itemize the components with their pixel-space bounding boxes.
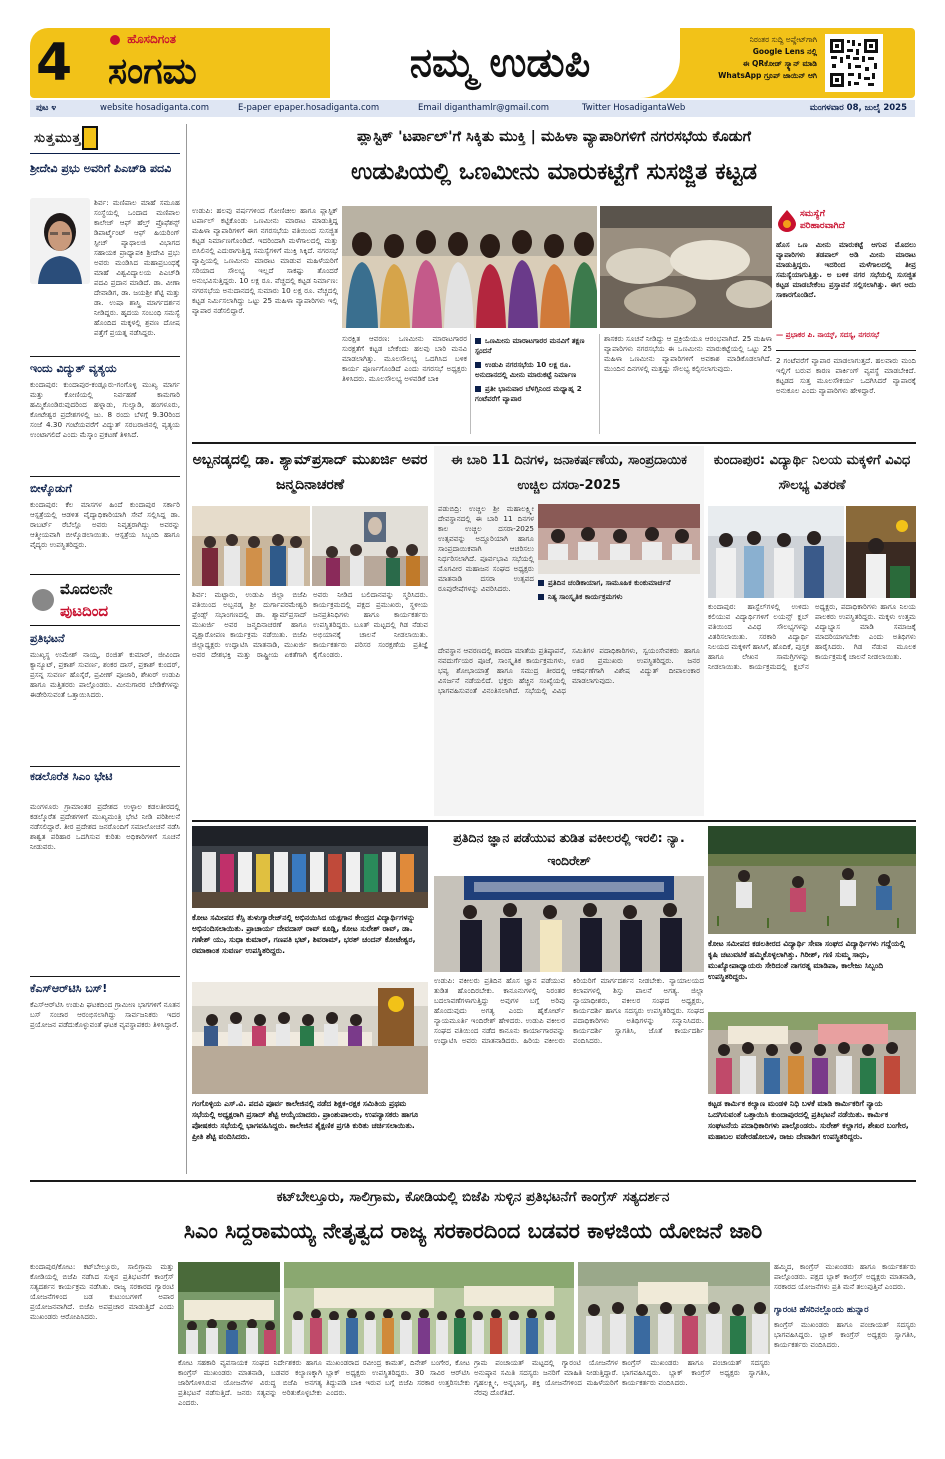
bottom-body-col-4: ಕಾಂಗ್ರೆಸ್ ಮುಖಂಡರು ಹಾಗೂ ಪಂಚಾಯತ್ ಸದಸ್ಯರು ಭಾಗವಹಿಸಿದ್ದರು. ಬ್ಲಾಕ್ ಕಾಂಗ್ರೆಸ್ ಅಧ್ಯಕ್ಷರು ಸ್ವಾಗತಿಸಿ, ಕಾರ್ಯಕರ್ತರು ವಂದಿಸಿದರು. (622, 1358, 770, 1387)
story-d-body: ಉಡುಪಿ: ವಕೀಲರು ಪ್ರತಿದಿನ ಹೊಸ ಜ್ಞಾನ ಪಡೆಯುವ ತುಡಿತ ಹೊಂದಿರಬೇಕು. ಕಾನೂನುಗಳಲ್ಲಿ ನಿರಂತರ ಬದಲಾವಣೆಗಳಾಗುತ್ತಿದ್ದು ಅವುಗಳ ಬಗ್ಗೆ ಅರಿವು ಹೊಂದುವುದು ಅಗತ್ಯ ಎಂದು ಹೈಕೋರ್ಟ್ ನ್ಯಾಯಮೂರ್ತಿ ಇಂದಿರೇಶ್ ಹೇಳಿದರು. ಉಡುಪಿ ವಕೀಲರ ಸಂಘದ ವತಿಯಿಂದ ನಡೆದ ಕಾನೂನು ಕಾರ್ಯಾಗಾರವನ್ನು ಉದ್ಘಾಟಿಸಿ ಅವರು ಮಾತನಾಡಿದರು. ಹಿರಿಯ ವಕೀಲರು ಕಿರಿಯರಿಗೆ ಮಾರ್ಗದರ್ಶನ ನೀಡಬೇಕು. ನ್ಯಾಯಾಲಯದ ಕಲಾಪಗಳಲ್ಲಿ ಶಿಸ್ತು ಪಾಲನೆ ಅಗತ್ಯ. ಜಿಲ್ಲಾ ನ್ಯಾಯಾಧೀಶರು, ವಕೀಲರ ಸಂಘದ ಅಧ್ಯಕ್ಷರು, ಕಾರ್ಯದರ್ಶಿ ಹಾಗೂ ಸದಸ್ಯರು ಉಪಸ್ಥಿತರಿದ್ದರು. ಸಂಘದ ಪದಾಧಿಕಾರಿಗಳು ಅತಿಥಿಗಳನ್ನು ಸನ್ಮಾನಿಸಿದರು. ಕಾರ್ಯದರ್ಶಿ ಸ್ವಾಗತಿಸಿ, ಜೊತೆ ಕಾರ್ಯದರ್ಶಿ ವಂದಿಸಿದರು. (434, 976, 704, 1045)
info-twitter[interactable]: Twitter HosadigantaWeb (582, 103, 686, 113)
story-b-body: ಪಡುಬಿದ್ರಿ: ಉಚ್ಚಿಲ ಶ್ರೀ ಮಹಾಲಕ್ಷ್ಮೀ ದೇವಸ್ಥಾನದಲ್ಲಿ ಈ ಬಾರಿ 11 ದಿನಗಳ ಕಾಲ ಉಚ್ಚಿಲ ದಸರಾ-2025 ಉತ್ಸವವನ್ನು ಅದ್ದೂರಿಯಾಗಿ ಹಾಗೂ ಸಾಂಪ್ರದಾಯಿಕವಾಗಿ ಆಚರಿಸಲು ನಿರ್ಧರಿಸಲಾಗಿದೆ. ಪೂರ್ವಭಾವಿ ಸಭೆಯಲ್ಲಿ ಮೊಗವೀರ ಮಹಾಜನ ಸಂಘದ ಅಧ್ಯಕ್ಷರು ಮಾತನಾಡಿ ದಸರಾ ಉತ್ಸವದ ರೂಪುರೇಷೆಗಳನ್ನು ವಿವರಿಸಿದರು. (438, 504, 534, 593)
door-icon (82, 126, 98, 150)
column-divider (186, 124, 187, 1174)
bottom-body-left: ಕುಂದಾಪುರ/ಕೋಟ: ಕಟ್‌ಬೇಲ್ತೂರು, ಸಾಲಿಗ್ರಾಮ ಮತ್ತು ಕೋಡಿಯಲ್ಲಿ ಬಿಜೆಪಿ ನಡೆಸಿದ ಸುಳ್ಳಿನ ಪ್ರತಿಭಟನೆಗೆ ಕಾಂಗ್ರೆಸ್ ಸತ್ಯದರ್ಶನ ಕಾರ್ಯಕ್ರಮ ನಡೆಸಿತು. ರಾಜ್ಯ ಸರಕಾರದ ಗ್ಯಾರಂಟಿ ಯೋಜನೆಗಳಿಂದ ಬಡ ಕುಟುಂಬಗಳಿಗೆ ಅಪಾರ ಪ್ರಯೋಜನವಾಗಿದೆ. ಬಿಜೆಪಿ ಅಪಪ್ರಚಾರ ಮಾಡುತ್ತಿದೆ ಎಂದು ಮುಖಂಡರು ಆರೋಪಿಸಿದರು. (30, 1262, 174, 1321)
bottom-headline: ಸಿಎಂ ಸಿದ್ದರಾಮಯ್ಯ ನೇತೃತ್ವದ ರಾಜ್ಯ ಸರಕಾರದಿಂದ ಬಡವರ ಕಾಳಜಿಯ ಯೋಜನೆ ಜಾರಿ (183, 1219, 763, 1243)
divider (776, 350, 916, 351)
caption2-photo (192, 982, 428, 1094)
info-website[interactable]: website hosadiganta.com (100, 103, 210, 113)
brand-logo (110, 30, 176, 48)
caption2-text: ಗಂಗೊಳ್ಳಿಯ ಎಸ್.ವಿ. ಪದವಿ ಪೂರ್ವ ಕಾಲೇಜಿನಲ್ಲಿ ನಡೆದ ಶಿಕ್ಷಕ-ರಕ್ಷಕ ಸಮಿತಿಯ ಪ್ರಥಮ ಸಭೆಯಲ್ಲಿ ಅಧ್ಯಕ್ಷರಾಗಿ ಪ್ರಸಾದ್ ಶೆಟ್ಟಿ ಆಯ್ಕೆಯಾದರು. ಪ್ರಾಂಶುಪಾಲರು, ಉಪನ್ಯಾಸಕರು ಹಾಗೂ ಪೋಷಕರು ಸಭೆಯಲ್ಲಿ ಭಾಗವಹಿಸಿದ್ದರು. ಕಾಲೇಜಿನ ಶೈಕ್ಷಣಿಕ ಪ್ರಗತಿ ಕುರಿತು ಚರ್ಚಿಸಲಾಯಿತು. ಪ್ರೀತಿ ಶೆಟ್ಟಿ ವಂದಿಸಿದರು. (192, 1099, 419, 1141)
section-header-suttamutta (30, 126, 180, 154)
lead-photo-market (600, 206, 772, 328)
bottom-body-right: ಹಮ್ಮಿದ, ಕಾಂಗ್ರೆಸ್ ಮುಖಂಡರು ಹಾಗೂ ಕಾರ್ಯಕರ್ತರು ಪಾಲ್ಗೊಂಡರು. ಪಕ್ಷದ ಬ್ಲಾಕ್ ಕಾಂಗ್ರೆಸ್ ಅಧ್ಯಕ್ಷರು ಮಾತನಾಡಿ, ಸರಕಾರದ ಯೋಜನೆಗಳು ಪ್ರತಿ ಮನೆ ತಲುಪುತ್ತಿವೆ ಎಂದರು. (774, 1262, 916, 1291)
sidebar-title-2: ಪರಿಹಾರವಾಗಿದೆ (800, 221, 845, 231)
section-header-modalane (30, 574, 180, 626)
news1-title: ಶ್ರೀದೇವಿ ಪ್ರಭು ಅವರಿಗೆ ಪಿಎಚ್‌ಡಿ ಪದವಿ (30, 162, 172, 175)
city-title: ನಮ್ಮ ಉಡುಪಿ (409, 40, 591, 86)
left-column (30, 124, 180, 1174)
story-a-headline: ಅಬ್ಬನಡ್ಕದಲ್ಲಿ ಡಾ. ಶ್ಯಾಮ್‌ಪ್ರಸಾದ್ ಮುಖರ್ಜಿ ಅವರ ಜನ್ಮದಿನಾಚರಣೆ (192, 452, 428, 493)
story-c-photo-1 (708, 506, 844, 598)
brand-dot-icon (110, 35, 120, 45)
sidebar-title-1: ಸಮಸ್ಯೆಗೆ (800, 209, 825, 219)
divider (30, 766, 180, 767)
qr-caption-line-2: Google Lens ನಲ್ಲಿ (752, 47, 817, 56)
story-b-bullet: ನಿತ್ಯ ಸಾಂಸ್ಕೃತಿಕ ಕಾರ್ಯಕ್ರಮಗಳು (538, 592, 700, 602)
divider (30, 1180, 916, 1182)
story-c-body: ಕುಂದಾಪುರ: ಹಾಸ್ಟೆಲ್‌ಗಳಲ್ಲಿ ಉಳಿದು ಕಲಿಯುವ ವಿದ್ಯಾರ್ಥಿಗಳಿಗೆ ಲಯನ್ಸ್ ಕ್ಲಬ್ ವತಿಯಿಂದ ವಿವಿಧ ಸೌಲಭ್ಯಗಳನ್ನು ವಿತರಿಸಲಾಯಿತು. ಸರಕಾರಿ ವಿದ್ಯಾರ್ಥಿ ನಿಲಯದ ಮಕ್ಕಳಿಗೆ ಹಾಸಿಗೆ, ಹೊದಿಕೆ, ಪುಸ್ತಕ ಹಾಗೂ ಲೇಖನ ಸಾಮಗ್ರಿಗಳನ್ನು ನೀಡಲಾಯಿತು. ಕಾರ್ಯಕ್ರಮದಲ್ಲಿ ಕ್ಲಬ್‌ನ ಅಧ್ಯಕ್ಷರು, ಪದಾಧಿಕಾರಿಗಳು ಹಾಗೂ ನಿಲಯ ಪಾಲಕರು ಉಪಸ್ಥಿತರಿದ್ದರು. ಮಕ್ಕಳು ಉತ್ತಮ ವಿದ್ಯಾಭ್ಯಾಸ ಮಾಡಿ ಸಮಾಜಕ್ಕೆ ಮಾದರಿಯಾಗಬೇಕು ಎಂದು ಅತಿಥಿಗಳು ಹಾರೈಸಿದರು. ಗಿಡ ನೆಡುವ ಮೂಲಕ ಕಾರ್ಯಕ್ರಮಕ್ಕೆ ಚಾಲನೆ ನೀಡಲಾಯಿತು. (708, 602, 916, 671)
qr-caption (692, 34, 817, 82)
divider (30, 976, 180, 977)
problem-icon (778, 210, 796, 232)
bottom-body-right-2: ಕಾಂಗ್ರೆಸ್ ಮುಖಂಡರು ಹಾಗೂ ಪಂಚಾಯತ್ ಸದಸ್ಯರು ಭಾಗವಹಿಸಿದ್ದರು. ಬ್ಲಾಕ್ ಕಾಂಗ್ರೆಸ್ ಅಧ್ಯಕ್ಷರು ಸ್ವಾಗತಿಸಿ, ಕಾರ್ಯಕರ್ತರು ವಂದಿಸಿದರು. (774, 1320, 916, 1349)
caption4-photo (708, 1012, 916, 1094)
caption3-photo (708, 826, 916, 934)
qr-caption-line-4: WhatsApp ಗ್ರೂಪ್ ಜಾಯಿನ್ ಆಗಿ (718, 71, 817, 80)
news1-photo (30, 198, 90, 284)
info-epaper[interactable]: E-paper epaper.hosadiganta.com (238, 103, 380, 113)
story-b-photo (538, 504, 700, 574)
section-header-bottom: ಪುಟದಿಂದ (60, 602, 109, 620)
bottom-kicker: ಕಟ್‌ಬೇಲ್ತೂರು, ಸಾಲಿಗ್ರಾಮ, ಕೋಡಿಯಲ್ಲಿ ಬಿಜೆಪಿ ಸುಳ್ಳಿನ ಪ್ರತಿಭಟನೆಗೆ ಕಾಂಗ್ರೆಸ್ ಸತ್ಯದರ್ಶನ (276, 1189, 670, 1205)
qr-caption-line-3: ಈ QRಕೋಡ್ ಸ್ಕ್ಯಾನ್ ಮಾಡಿ (742, 59, 817, 68)
sidebar-quote: ಹೊಸ ಒಣ ಮೀನು ಮಾರುಕಟ್ಟೆ ಆಗುವ ಮೊದಲು ವ್ಯಾಪಾರಿಗಳು ತಡಪಾಲ್ ಅಡಿ ಮೀನು ಮಾರಾಟ ಮಾಡುತ್ತಿದ್ದರು. ಇದರಿಂದ ಮಳೆಗಾಲದಲ್ಲಿ ತೀವ್ರ ಸಮಸ್ಯೆಯಾಗುತ್ತಿತ್ತು. ಅ ಬಳಿಕ ನಗರ ಸಭೆಯಲ್ಲಿ ಸುಸಜ್ಜಿತ ಕಟ್ಟಡ ಮಾಡಬೇಕೆಂಬ ಪ್ರಸ್ತಾವನೆ ಸಲ್ಲಿಸಲಾಗಿತ್ತು. ಈಗ ಅದು ಸಾಕಾರಗೊಂಡಿದೆ. (776, 240, 916, 299)
lead-headline: ಉಡುಪಿಯಲ್ಲಿ ಒಣಮೀನು ಮಾರುಕಟ್ಟೆಗೆ ಸುಸಜ್ಜಿತ ಕಟ್ಟಡ (351, 159, 757, 185)
story-d-headline: ಪ್ರತಿದಿನ ಜ್ಞಾನ ಪಡೆಯುವ ತುಡಿತ ವಕೀಲರಲ್ಲಿ ಇರಲಿ: ನ್ಯಾ. ಇಂದಿರೇಶ್ (453, 830, 685, 868)
lead-body-3: ಶಾಸಕರು ಸೂಚನೆ ನೀಡಿದ್ದು ಆ ಪ್ರಕ್ರಿಯೆಯೂ ಆರಂಭವಾಗಿದೆ. 25 ಮಹಿಳಾ ವ್ಯಾಪಾರಿಗಳು ನಗರಸಭೆಯ ಈ ಒಣಮೀನು ಮಾರುಕಟ್ಟೆಯಲ್ಲಿ ಒಟ್ಟು 25 ಮಹಿಳಾ ಒಣಮೀನು ವ್ಯಾಪಾರಿಗಳಿಗೆ ಅವಕಾಶ ಮಾಡಿಕೊಡಲಾಗಿದೆ. ಮುಂದಿನ ದಿನಗಳಲ್ಲಿ ಮತ್ತಷ್ಟು ಸೌಲಭ್ಯ ಕಲ್ಪಿಸಲಾಗುವುದು. (604, 334, 772, 373)
news1-body: ಶಿರ್ವ: ಮಣಿಪಾಲ ಮಾಹೆ ಸಮೂಹ ಸಂಸ್ಥೆಯಲ್ಲಿ ಒಂದಾದ ಮಣಿಪಾಲ ಕಾಲೇಜ್ ಆಫ್ ಹೆಲ್ತ್ ಪ್ರೊಫೆಶನ್ಸ್ ಡಿಪಾರ್ಟ್ಮೆಂಟ್ ಆಫ್ ಹಿಯರಿಂಗ್ ಸ್ಪೀಚ್ ಪ್ಯಾಥಾಲಜಿ ವಿಭಾಗದ ಸಹಾಯಕ ಪ್ರಾಧ್ಯಾಪಕಿ ಶ್ರೀದೇವಿ ಪ್ರಭು ಅವರು ಮಂಡಿಸಿದ ಮಹಾಪ್ರಬಂಧಕ್ಕೆ ಮಾಹೆ ವಿಶ್ವವಿದ್ಯಾಲಯ ಪಿಎಚ್‌ಡಿ ಪದವಿ ಪ್ರದಾನ ಮಾಡಿದೆ. ಡಾ. ವೀಣಾ ದೇವಾಡಿಗ, ಡಾ. ಜಯಶ್ರೀ ಶೆಟ್ಟಿ ಮತ್ತು ಡಾ. ಉಷಾ ಶಾಸ್ತ್ರಿ ಮಾರ್ಗದರ್ಶನ ನೀಡಿದ್ದರು. ಹೃದಯ ಸಂಬಂಧಿ ಸಮಸ್ಯೆ ಹೊಂದಿದ ಮಕ್ಕಳಲ್ಲಿ ಶ್ರವಣ ದೋಷ ಪತ್ತೆಗೆ ಪ್ರಯತ್ನ ನಡೆಸಿದ್ದರು. (94, 198, 180, 337)
divider (192, 442, 916, 444)
section-header-text: ಸುತ್ತಮುತ್ತ (34, 131, 82, 146)
caption4-text: ಕಟ್ಟಡ ಕಾರ್ಮಿಕ ಕಲ್ಯಾಣ ಮಂಡಳಿ ನಿಧಿ ಬಳಕೆ ಮಾಡಿ ಕಾರ್ಮಿಕರಿಗೆ ನ್ಯಾಯ ಒದಗಿಸುವಂತೆ ಒತ್ತಾಯಿಸಿ ಕುಂದಾಪುರದಲ್ಲಿ ಪ್ರತಿಭಟನೆ ನಡೆಯಿತು. ಕಾರ್ಮಿಕ ಸಂಘಟನೆಯ ಪದಾಧಿಕಾರಿಗಳು ಪಾಲ್ಗೊಂಡರು. ಸುರೇಶ್ ಕಲ್ಲಾಗರ, ಶೇಖರ ಬಂಗೇರ, ಮಹಾಬಲ ವಡೇರಹೋಬಳಿ, ರಾಜು ದೇವಾಡಿಗ ಉಪಸ್ಥಿತರಿದ್ದರು. (708, 1099, 909, 1141)
news4-title: ಪ್ರತಿಭಟನೆ (30, 632, 65, 645)
info-page-label: ಪುಟ ೪ (36, 103, 57, 113)
bottom-body-col-2: ಮುಖಂಡರಾದ ರವೀಂದ್ರ ಕಾಮತ್, ದಿನೇಶ್ ಬಂಗೇರ, ಕೋಟ ಬ್ಲಾಕ್ ಅಧ್ಯಕ್ಷರು ಉಪಸ್ಥಿತರಿದ್ದರು. 30 ಸಾವಿರ ಆರ್‌ಟಿಸಿ ತಿದ್ದುಪಡಿ ಬಾಕಿ ಇರುವ ಬಗ್ಗೆ ಬಿಜೆಪಿ ಸರಕಾರ ಉತ್ತರಿಸಬೇಕು ಎಂದರು. (326, 1358, 470, 1397)
lead-photo-women (342, 206, 597, 328)
pencil-icon (32, 589, 54, 611)
news5-title: ಕಡಲೊರೆತ ಸಿಎಂ ಭೇಟಿ (30, 770, 113, 783)
lead-bullet: ಉಡುಪಿ ನಗರಸಭೆಯ 10 ಲಕ್ಷ ರೂ. ಅನುದಾನದಲ್ಲಿ ಮೀನು ಮಾರುಕಟ್ಟೆ ನಿರ್ಮಾಣ (475, 360, 577, 379)
story-b-bullet: ಪ್ರತಿದಿನ ಚಂಡಿಕಾಯಾಗ, ಸಾಮೂಹಿಕ ಕುಂಕುಮಾರ್ಚನೆ (538, 578, 700, 588)
story-c-headline: ಕುಂದಾಪುರ: ವಿದ್ಯಾರ್ಥಿ ನಿಲಯ ಮಕ್ಕಳಿಗೆ ವಿವಿಧ ಸೌಲಭ್ಯ ವಿತರಣೆ (713, 453, 911, 493)
story-c-photo-2 (846, 506, 916, 598)
story-a-photo-2 (312, 506, 428, 586)
lead-bullet: ಒಣಮೀನು ಮಾರಾಟಗಾರರ ಮನವಿಗೆ ತಕ್ಷಣ ಸ್ಪಂದನೆ (475, 336, 585, 355)
divider (30, 356, 180, 357)
page-number: 4 (36, 33, 73, 93)
news6-body: ಕೆಎಸ್ಆರ್‌ಟಿಸಿ ಉಡುಪಿ ಘಟಕದಿಂದ ಗ್ರಾಮೀಣ ಭಾಗಗಳಿಗೆ ನೂತನ ಬಸ್ ಸಂಚಾರ ಆರಂಭಿಸಲಾಗಿದ್ದು ಸಾರ್ವಜನಿಕರು ಇದರ ಪ್ರಯೋಜನ ಪಡೆದುಕೊಳ್ಳುವಂತೆ ಘಟಕ ವ್ಯವಸ್ಥಾಪಕರು ತಿಳಿಸಿದ್ದಾರೆ. (30, 1000, 180, 1029)
divider (192, 820, 916, 822)
info-email[interactable]: Email diganthamlr@gmail.com (418, 103, 550, 113)
bottom-photo-3 (578, 1262, 770, 1354)
lead-bullets (470, 334, 600, 434)
lead-kicker: ಪ್ಲಾಸ್ಟಿಕ್ 'ಟರ್ಪಾಲ್'ಗೆ ಸಿಕ್ಕಿತು ಮುಕ್ತಿ | ಮಹಿಳಾ ವ್ಯಾಪಾರಿಗಳಿಗೆ ನಗರಸಭೆಯ ಕೊಡುಗೆ (356, 129, 752, 145)
bottom-body-col-1: ಕೋಟ ಸಹಕಾರಿ ವ್ಯವಸಾಯಕ ಸಂಘದ ನಿರ್ದೇಶಕರು ಹಾಗೂ ಕಾಂಗ್ರೆಸ್ ಮುಖಂಡರು ಮಾತನಾಡಿ, ಬಡವರ ಕಲ್ಯಾಣಕ್ಕಾಗಿ ಜಾರಿಗೊಳಿಸಿರುವ ಯೋಜನೆಗಳ ವಿರುದ್ಧ ಬಿಜೆಪಿ ಅನಗತ್ಯ ಪ್ರತಿಭಟನೆ ನಡೆಸುತ್ತಿದೆ. ಜನರು ಸತ್ಯವನ್ನು ಅರಿತುಕೊಳ್ಳಬೇಕು ಎಂದರು. (178, 1358, 322, 1407)
lead-body: ಉಡುಪಿ: ಹಲವು ವರ್ಷಗಳಿಂದ ಗೋಣಿಚೀಲ ಹಾಗೂ ಪ್ಲಾಸ್ಟಿಕ್ ಟರ್ಪಾಲ್ ಕಟ್ಟಿಕೊಂಡು ಒಣಮೀನು ಮಾರಾಟ ಮಾಡುತ್ತಿದ್ದ ಮಹಿಳಾ ವ್ಯಾಪಾರಿಗಳಿಗೆ ಈಗ ನಗರಸಭೆಯ ವತಿಯಿಂದ ಸುಸಜ್ಜಿತ ಕಟ್ಟಡ ನಿರ್ಮಾಣಗೊಂಡಿದೆ. ಇದರಿಂದಾಗಿ ಮಳೆಗಾಲದಲ್ಲಿ ಮತ್ತು ಬಿಸಿಲಿನಲ್ಲಿ ಎದುರಾಗುತ್ತಿದ್ದ ಸಮಸ್ಯೆಗಳಿಗೆ ಮುಕ್ತಿ ಸಿಕ್ಕಿದೆ. ನಗರಸಭೆ ವ್ಯಾಪ್ತಿಯಲ್ಲಿ ಒಣಮೀನು ಮಾರಾಟ ಮಾಡುವ ಮಹಿಳೆಯರಿಗೆ ಸರಿಯಾದ ಸೌಲಭ್ಯ ಇಲ್ಲದೆ ಸಾಕಷ್ಟು ತೊಂದರೆ ಅನುಭವಿಸುತ್ತಿದ್ದರು. 10 ಲಕ್ಷ ರೂ. ವೆಚ್ಚದಲ್ಲಿ ಕಟ್ಟಡ ನಿರ್ಮಾಣ: ನಗರಸಭೆಯ ಅನುದಾನದಲ್ಲಿ ಸುಮಾರು 10 ಲಕ್ಷ ರೂ. ವೆಚ್ಚದಲ್ಲಿ ಕಟ್ಟಡ ನಿರ್ಮಿಸಲಾಗಿದ್ದು ಒಟ್ಟು 25 ಮಹಿಳಾ ವ್ಯಾಪಾರಿಗಳು ಇಲ್ಲಿ ವ್ಯಾಪಾರ ನಡೆಸಲಿದ್ದಾರೆ. (192, 206, 338, 315)
bottom-photo-2 (284, 1262, 574, 1354)
section-title: ಸಂಗಮ (108, 51, 197, 92)
brand-name: ಹೊಸದಿಗಂತ (127, 32, 176, 46)
qr-code[interactable] (825, 34, 883, 92)
bottom-subhead-right: ಗ್ಯಾರಂಟಿ ಹೆಸರಿನಲ್ಲೊಂದು ಹುನ್ನಾರ (774, 1305, 869, 1315)
news2-body: ಕುಂದಾಪುರ: ಕುಂದಾಪುರ-ಕಂಡ್ಲೂರು-ಗಂಗೊಳ್ಳಿ ಮುಖ್ಯ ಮಾರ್ಗ ಮತ್ತು ಕೋಣಿಯಲ್ಲಿ ನಿರ್ವಹಣೆ ಕಾಮಗಾರಿ ಹಮ್ಮಿಕೊಂಡಿರುವುದರಿಂದ ಹಳ್ನಾಡು, ಗುಲ್ವಾಡಿ, ಹಂಗಳೂರು, ಕೋಟೇಶ್ವರ ಪ್ರದೇಶಗಳಲ್ಲಿ ಜು. 8 ರಂದು ಬೆಳಗ್ಗೆ 9.30ರಿಂದ ಸಂಜೆ 4.30 ಗಂಟೆಯವರೆಗೆ ವಿದ್ಯುತ್ ಸರಬರಾಜಿನಲ್ಲಿ ವ್ಯತ್ಯಯ ಉಂಟಾಗಲಿದೆ ಎಂದು ಮೆಸ್ಕಾಂ ಪ್ರಕಟಣೆ ತಿಳಿಸಿದೆ. (30, 380, 180, 439)
lead-bullet: ಪ್ರತೀ ಭಾನುವಾರ ಬೆಳಗ್ಗಿನಿಂದ ಮಧ್ಯಾಹ್ನ 2 ಗಂಟೆವರೆಗೆ ವ್ಯಾಪಾರ (475, 384, 582, 403)
news6-title: ಕೆಎಸ್ಆರ್‌ಟಿಸಿ ಬಸ್! (30, 982, 108, 995)
bottom-body-col-3: ಗ್ರಾಮ ಪಂಚಾಯತ್ ಮಟ್ಟದಲ್ಲಿ ಗ್ಯಾರಂಟಿ ಯೋಜನೆಗಳ ಅನುಷ್ಠಾನ ಸಮಿತಿ ಸದಸ್ಯರು ಜನರಿಗೆ ಮಾಹಿತಿ ನೀಡುತ್ತಿದ್ದಾರೆ. ಗೃಹಲಕ್ಷ್ಮೀ, ಅನ್ನಭಾಗ್ಯ, ಶಕ್ತಿ ಯೋಜನೆಗಳಿಂದ ಮಹಿಳೆಯರಿಗೆ ನೆರವು ದೊರೆತಿದೆ. (474, 1358, 618, 1397)
sidebar-extra: 2 ಗಂಟೆವರೆಗೆ ವ್ಯಾಪಾರ ಮಾಡಲಾಗುತ್ತದೆ. ಹಲವಾರು ಮಂದಿ ಇಲ್ಲಿಗೆ ಬರುವ ಕಾರಣ ಪಾರ್ಕಿಂಗ್ ವ್ಯವಸ್ಥೆ ಮಾಡಬೇಕಿದೆ. ಕಟ್ಟಡದ ಸುತ್ತ ಮೂಲಸೌಕರ್ಯ ಒದಗಿಸಿದರೆ ವ್ಯಾಪಾರಕ್ಕೆ ಅನುಕೂಲ ಎಂದು ವ್ಯಾಪಾರಿಗಳು ಹೇಳಿದ್ದಾರೆ. (776, 356, 916, 395)
news5-body: ಮಂಗಳೂರು ಗ್ರಾಮಾಂತರ ಪ್ರದೇಶದ ಉಳ್ಳಾಲ ಕಡಲತೀರದಲ್ಲಿ ಕಡಲ್ಕೊರೆತ ಪ್ರದೇಶಗಳಿಗೆ ಮುಖ್ಯಮಂತ್ರಿ ಭೇಟಿ ನೀಡಿ ಪರಿಶೀಲನೆ ನಡೆಸಲಿದ್ದಾರೆ. ತೀರ ಪ್ರದೇಶದ ಜನರೊಂದಿಗೆ ಸಮಾಲೋಚನೆ ನಡೆಸಿ ಶಾಶ್ವತ ಪರಿಹಾರ ಒದಗಿಸುವ ಕುರಿತು ಅಧಿಕಾರಿಗಳಿಗೆ ಸೂಚನೆ ನೀಡುವರು. (30, 802, 180, 851)
caption1-text: ಕೋಟ ಸಮೀಪದ ಕೆಸ್ಸಿ ತುಳುಗ್ಯಾರೇಜ್‌ನಲ್ಲಿ ಅಭಿನಯಿಸಿದ ಯಕ್ಷಗಾನ ಕೇಂದ್ರದ ವಿದ್ಯಾರ್ಥಿಗಳನ್ನು ಅಭಿನಂದಿಸಲಾಯಿತು. ಪ್ರಾಚಾರ್ಯ ದೇವದಾಸ್ ರಾವ್ ಕೂಡ್ಲಿ, ಕೋಟ ಸುರೇಶ್ ರಾವ್, ಡಾ. ಗಣೇಶ್ ಯು, ಸುಧಾ ಕುಮಾರ್, ಗಣಪತಿ ಭಟ್, ಶಿವರಾಮ್, ಭರತ್ ಚಂದನ್ ಕೋಟೇಶ್ವರ, ರಮಾಕಾಂತ ಸುವರ್ಣ ಉಪಸ್ಥಿತರಿದ್ದರು. (192, 913, 416, 955)
story-b-bullets (538, 578, 700, 638)
sidebar-author: — ಪ್ರಭಾಕರ ಪಿ. ನಾಯ್ಕ್, ಸದಸ್ಯ, ನಗರಸಭೆ (776, 330, 880, 339)
story-b-body-2: ದೇವಸ್ಥಾನ ಆವರಣದಲ್ಲಿ ಶಾರದಾ ಮಾತೆಯ ಪ್ರತಿಷ್ಠಾಪನೆ, ನವದುರ್ಗೆಯರ ಪೂಜೆ, ಸಾಂಸ್ಕೃತಿಕ ಕಾರ್ಯಕ್ರಮಗಳು, ಭವ್ಯ ಶೋಭಾಯಾತ್ರೆ ಹಾಗೂ ಸಮುದ್ರ ತೀರದಲ್ಲಿ ವಿಸರ್ಜನೆ ನಡೆಯಲಿದೆ. ಭಕ್ತರು ಹೆಚ್ಚಿನ ಸಂಖ್ಯೆಯಲ್ಲಿ ಭಾಗವಹಿಸುವಂತೆ ವಿನಂತಿಸಲಾಗಿದೆ. ಸಭೆಯಲ್ಲಿ ವಿವಿಧ ಸಮಿತಿಗಳ ಪದಾಧಿಕಾರಿಗಳು, ಸ್ವಯಂಸೇವಕರು ಹಾಗೂ ಊರ ಪ್ರಮುಖರು ಉಪಸ್ಥಿತರಿದ್ದರು. ಜನರ ಆಕರ್ಷಣೆಗಾಗಿ ವಿಶೇಷ ವಿದ್ಯುತ್ ದೀಪಾಲಂಕಾರ ಮಾಡಲಾಗುವುದು. (438, 646, 700, 695)
news4-body: ಮುಖ್ಯಸ್ಥ ಉಮೇಶ್ ನಾಯ್ಕ, ರಂಜಿತ್ ಕುಮಾರ್, ಜೀವಿಂದಾ ಕ್ಯಾನ್ಯೂಟ್, ಪ್ರಕಾಶ್ ಸುವರ್ಣ, ಶಂಕರ ದಾಸ್, ಪ್ರಕಾಶ್ ಕುಂದರ್, ಪ್ರಸನ್ನ ಸುವರ್ಣ ಹೊಸ್ಕೆರೆ, ಪ್ರವೀಣ್ ಪೂಜಾರಿ, ಶೇಖರ್ ಉಡುಪಿ ಹಾಗೂ ಮತ್ತಿತರರು ಪಾಲ್ಗೊಂಡರು. ಮೀನುಗಾರರ ಬೇಡಿಕೆಗಳನ್ನು ಈಡೇರಿಸುವಂತೆ ಒತ್ತಾಯಿಸಿದರು. (30, 650, 180, 699)
news3-title: ಬೀಳ್ಕೊಡುಗೆ (30, 482, 72, 495)
info-date: ಮಂಗಳವಾರ 08, ಜುಲೈ 2025 (809, 103, 907, 113)
lead-body-2: ಸುರಕ್ಷಿತ ಆವರಣ: ಒಣಮೀನು ಮಾರಾಟಗಾರರ ಸುರಕ್ಷತೆಗೆ ಕಟ್ಟಡ ಬೇಕೆಂದು ಹಲವು ಬಾರಿ ಮನವಿ ಮಾಡಲಾಗಿತ್ತು. ಮೂಲಸೌಲಭ್ಯ ಒದಗಿಸಿದ ಬಳಿಕ ಕಾರ್ಯ ಪೂರ್ಣಗೊಂಡಿದೆ ಎಂದು ನಗರಸಭೆ ಅಧ್ಯಕ್ಷರು ತಿಳಿಸಿದರು. ಮೂಲಸೌಲಭ್ಯ ಅಳವಡಿಕೆ ಬಾಕಿ (342, 334, 467, 383)
story-a-body: ಶಿರ್ವ: ಮಟ್ಟಾರು, ಉಡುಪಿ ಜಿಲ್ಲಾ ಬಿಜೆಪಿ ವತಿಯಿಂದ ಅಬ್ಬನಡ್ಕ ಶ್ರೀ ದುರ್ಗಾಪರಮೇಶ್ವರಿ ಫ್ರೆಂಡ್ಸ್ ಸಭಾಂಗಣದಲ್ಲಿ ಡಾ. ಶ್ಯಾಮ್‌ಪ್ರಸಾದ್ ಮುಖರ್ಜಿ ಅವರ ಜನ್ಮದಿನಾಚರಣೆ ಹಾಗೂ ವೃಕ್ಷಾರೋಪಣ ಕಾರ್ಯಕ್ರಮ ನಡೆಯಿತು. ಬಿಜೆಪಿ ಜಿಲ್ಲಾಧ್ಯಕ್ಷರು ಉದ್ಘಾಟಿಸಿ ಮಾತನಾಡಿ, ಮುಖರ್ಜಿ ಅವರ ದೇಶಭಕ್ತಿ ಮತ್ತು ರಾಷ್ಟ್ರೀಯ ಏಕತೆಗಾಗಿ ಅವರು ನೀಡಿದ ಬಲಿದಾನವನ್ನು ಸ್ಮರಿಸಿದರು. ಕಾರ್ಯಕ್ರಮದಲ್ಲಿ ಪಕ್ಷದ ಪ್ರಮುಖರು, ಸ್ಥಳೀಯ ಜನಪ್ರತಿನಿಧಿಗಳು ಹಾಗೂ ಕಾರ್ಯಕರ್ತರು ಉಪಸ್ಥಿತರಿದ್ದರು. ಬೂತ್ ಮಟ್ಟದಲ್ಲಿ ಗಿಡ ನೆಡುವ ಅಭಿಯಾನಕ್ಕೆ ಚಾಲನೆ ನೀಡಲಾಯಿತು. ಕಾರ್ಯಕರ್ತರು ಪರಿಸರ ಸಂರಕ್ಷಣೆಯ ಪ್ರತಿಜ್ಞೆ ಕೈಗೊಂಡರು. (192, 590, 428, 659)
story-b-headline: ಈ ಬಾರಿ 11 ದಿನಗಳ, ಜನಾಕರ್ಷಣೆಯ, ಸಾಂಪ್ರದಾಯಿಕ ಉಚ್ಚಿಲ ದಸರಾ-2025 (451, 453, 687, 493)
caption1-photo (192, 826, 428, 908)
qr-caption-line-1: ನಿರಂತರ ಸುದ್ದಿ ಅಪ್ಡೇಟ್‌ಗಾಗಿ (749, 35, 817, 44)
news2-title: ಇಂದು ವಿದ್ಯುತ್ ವ್ಯತ್ಯಯ (30, 362, 117, 375)
masthead (30, 28, 915, 98)
caption3-text: ಕೋಟ ಸಮೀಪದ ಕಡಲತೀರದ ವಿದ್ಯಾರ್ಥಿ ಸೇವಾ ಸಂಘದ ವಿದ್ಯಾರ್ಥಿಗಳು ಗದ್ದೆಯಲ್ಲಿ ಕೃಷಿ ಚಟುವಟಿಕೆ ಹಮ್ಮಿಕೊಳ್ಳಲಾಗಿತ್ತು. ಗಿರೀಶ್, ಗಣಿ ಸುಮ್ಮ ಸಾಧು, ಮುಖ್ಯೋಪಾಧ್ಯಾಯರು ಸೇರಿದಂತೆ ನಾಗರತ್ನ ಮಾಡಿಪಾ, ಕಾಲೇಜು ಸಿಬ್ಬಂದಿ ಉಪಸ್ಥಿತರಿದ್ದರು. (708, 939, 906, 981)
news3-body: ಕುಂದಾಪುರ: ಕೆಲ ಮಾಸಗಳ ಹಿಂದೆ ಕುಂದಾಪುರ ಸರ್ಕಾರಿ ಆಸ್ಪತ್ರೆಯಲ್ಲಿ ಆಡಳಿತ ವೈದ್ಯಾಧಿಕಾರಿಯಾಗಿ ಸೇವೆ ಸಲ್ಲಿಸಿದ್ದ ಡಾ. ರಾಬರ್ಟ್ ರೆಬೆಲ್ಲೊ ಅವರು ನಿವೃತ್ತರಾಗಿದ್ದು ಅವರನ್ನು ಆತ್ಮೀಯವಾಗಿ ಬೀಳ್ಕೊಡಲಾಯಿತು. ಆಸ್ಪತ್ರೆಯ ಸಿಬ್ಬಂದಿ ಹಾಗೂ ವೈದ್ಯರು ಉಪಸ್ಥಿತರಿದ್ದರು. (30, 500, 180, 549)
story-a-photo-1 (192, 506, 310, 586)
lead-sidebar (776, 206, 916, 438)
bottom-photo-1 (178, 1262, 280, 1354)
story-d-photo (434, 876, 704, 972)
divider (30, 476, 180, 477)
section-header-top: ಮೊದಲನೇ (60, 580, 113, 598)
info-bar (30, 100, 915, 117)
